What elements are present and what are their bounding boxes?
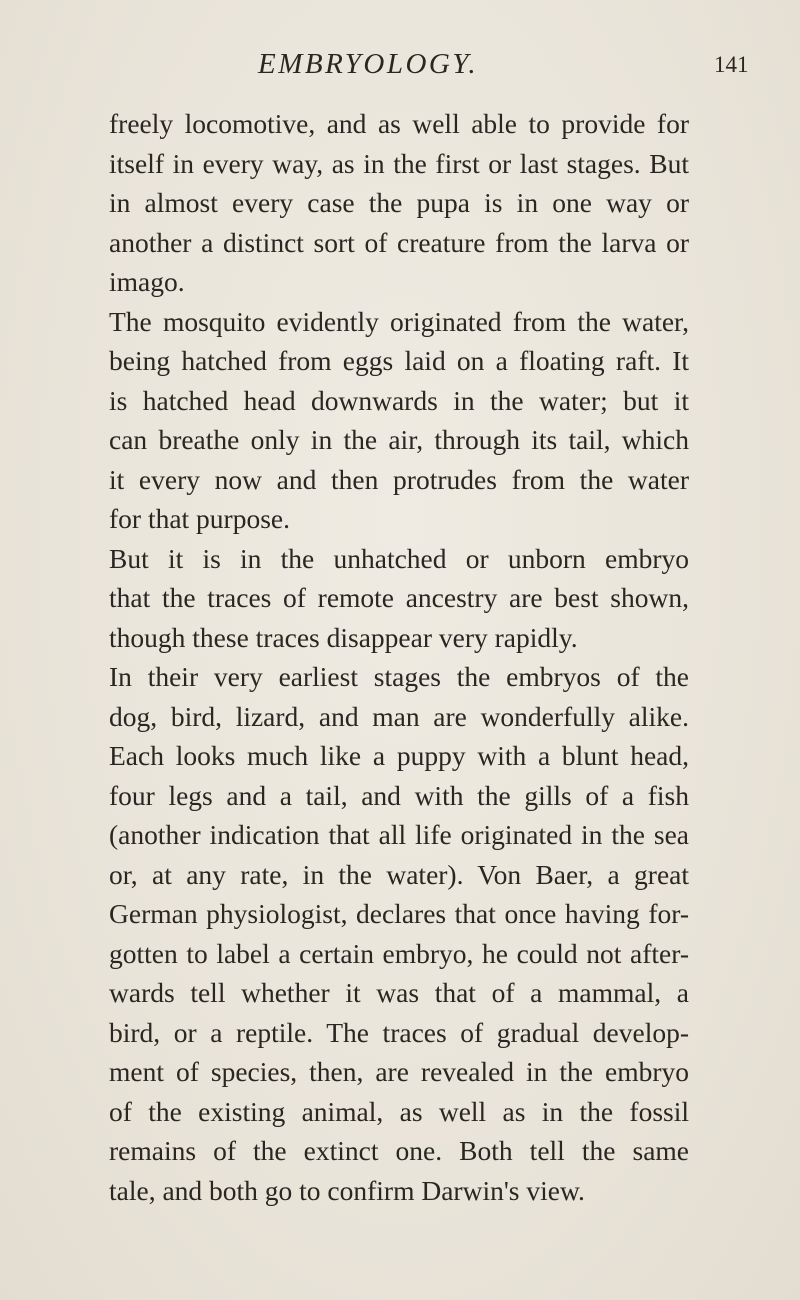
paragraph xyxy=(109,539,689,658)
text-line: German physiologist, declares that once having for- xyxy=(109,898,689,929)
text-line: can breathe only in the air, through its tail, which xyxy=(109,424,689,455)
text-line: or, at any rate, in the water). Von Baer, a great xyxy=(109,858,689,890)
text-line: In their very earliest stages the embryos of the xyxy=(109,661,689,692)
text-line: it every now and then protrudes from the water xyxy=(109,463,689,495)
text-line: remains of the extinct one. Both tell the same xyxy=(109,1135,689,1166)
text-line: (another indication that all life originated in the sea xyxy=(109,819,689,850)
text-line: The mosquito evidently originated from the water, xyxy=(109,305,689,337)
paragraph xyxy=(109,104,689,302)
text-line: ment of species, then, are revealed in the embryo xyxy=(109,1056,689,1087)
paragraph xyxy=(109,302,689,539)
text-line: four legs and a tail, and with the gills of a fish xyxy=(109,779,689,811)
running-head xyxy=(0,44,800,84)
body-text xyxy=(109,104,689,1210)
text-line: freely locomotive, and as well able to provide for xyxy=(109,108,689,139)
text-line: for that purpose. xyxy=(109,503,290,534)
text-line: But it is in the unhatched or unborn embryo xyxy=(109,542,689,574)
text-line: imago. xyxy=(109,266,185,297)
text-line: another a distinct sort of creature from the larva or xyxy=(109,226,689,258)
text-line: gotten to label a certain embryo, he could not after- xyxy=(109,937,689,969)
text-line: itself in every way, as in the first or last stages. But xyxy=(109,147,689,179)
page-number: 141 xyxy=(714,52,749,77)
text-line: tale, and both go to confirm Darwin's view. xyxy=(109,1174,585,1206)
text-line: dog, bird, lizard, and man are wonderfully alike. xyxy=(109,700,689,732)
text-line: Each looks much like a puppy with a blunt head, xyxy=(109,740,689,771)
text-line: is hatched head downwards in the water; but it xyxy=(109,384,689,416)
text-line: of the existing animal, as well as in the fossil xyxy=(109,1095,689,1127)
text-line: that the traces of remote ancestry are best shown, xyxy=(109,582,689,613)
text-line: in almost every case the pupa is in one way or xyxy=(109,187,689,218)
text-line: being hatched from eggs laid on a floating raft. It xyxy=(109,345,689,376)
text-line: though these traces disappear very rapidly. xyxy=(109,621,578,653)
paragraph xyxy=(109,657,689,1210)
text-line: wards tell whether it was that of a mammal, a xyxy=(109,977,689,1008)
chapter-title: EMBRYOLOGY. xyxy=(258,48,479,80)
text-line: bird, or a reptile. The traces of gradual develop- xyxy=(109,1016,689,1048)
